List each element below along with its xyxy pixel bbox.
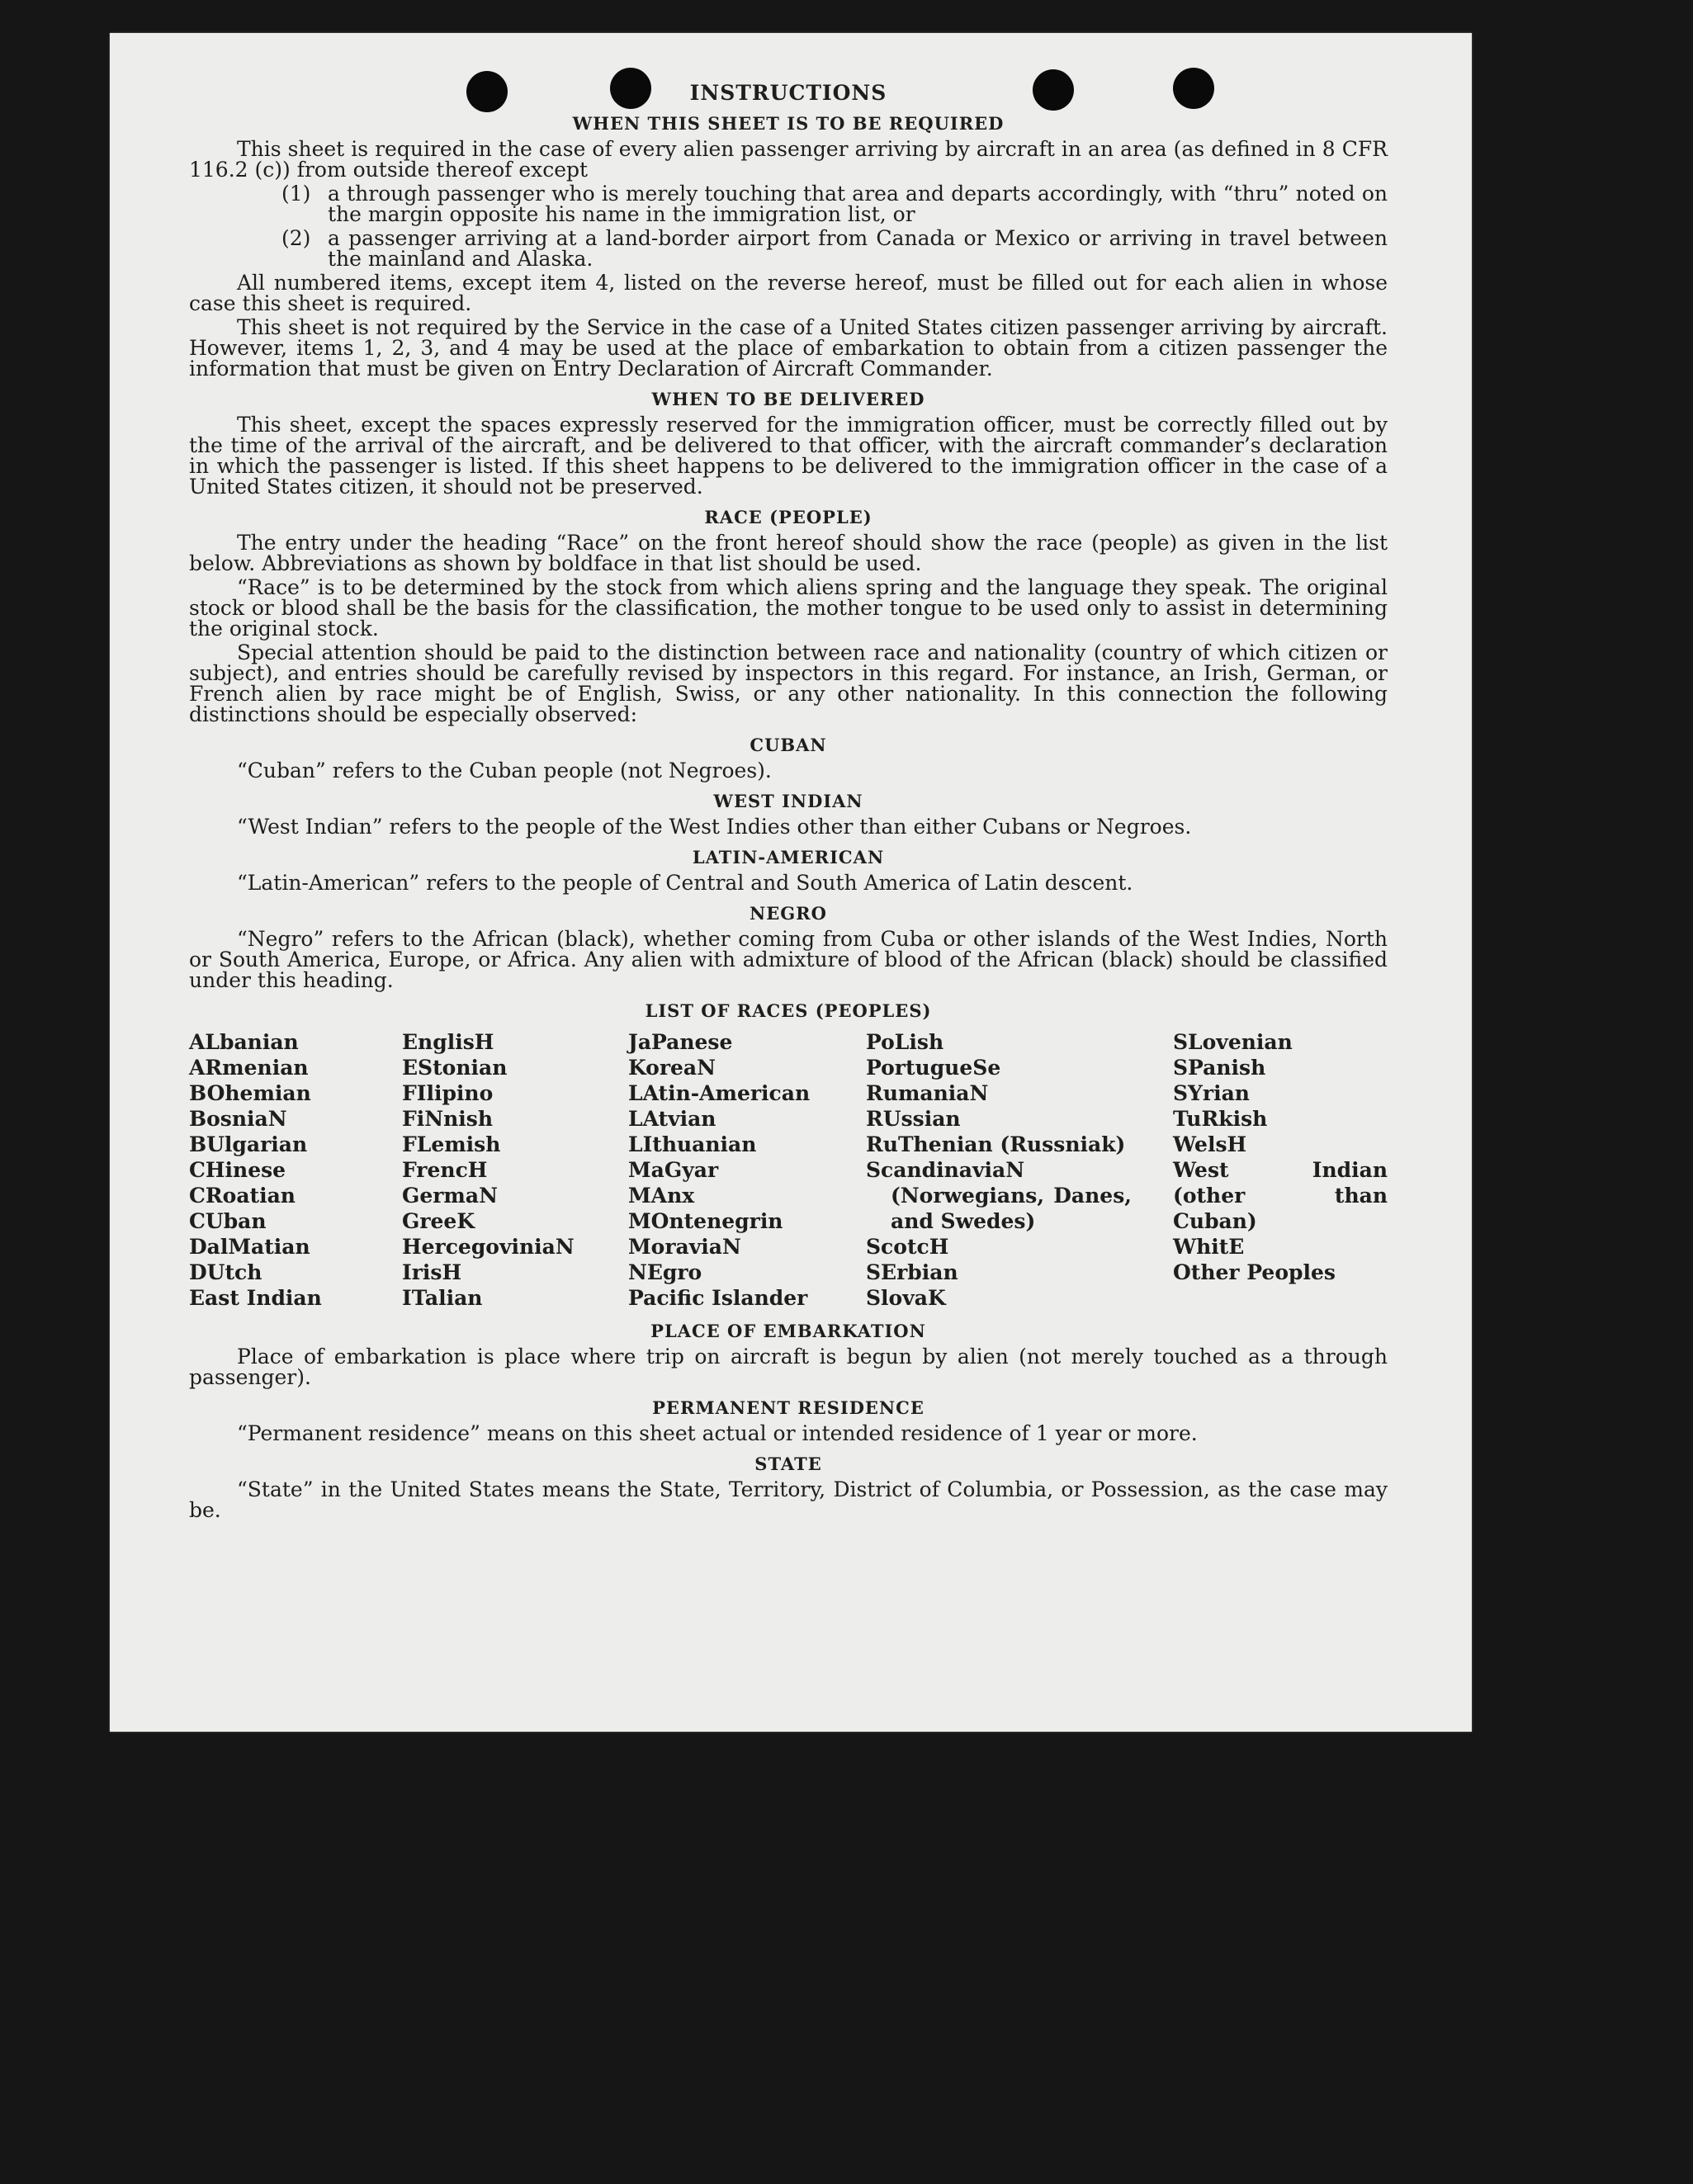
paragraph: “West Indian” refers to the people of the West Indies other than either Cubans or Negroes. — [237, 815, 1192, 839]
race-entries: ALbanian ARmenian BOhemian BosniaN BUlgarian CHinese CRoatian CUban DalMatian DUtch East Indian — [189, 1030, 322, 1310]
paragraph: “Latin-American” refers to the people of Central and South America of Latin descent. — [237, 871, 1133, 895]
heading-list-of-races: LIST OF RACES (PEOPLES) — [645, 1000, 932, 1021]
race-entries: ScotcH SErbian SlovaK — [866, 1235, 958, 1310]
race-entry-scandinavian: ScandinaviaN (Norwegians, Danes, and Swedes) — [866, 1158, 1132, 1233]
paragraph: This sheet, except the spaces expressly reserved for the immigration officer, must be correctly filled out by the time of the arrival of the aircraft, and be delivered to that officer, with the aircraft commander’s declaration in which the passenger is listed. If this sheet happens to be delivered to the immigration officer in the case of a United States citizen, it should not be preserved. — [189, 413, 1388, 499]
race-entries: SLovenian SPanish SYrian TuRkish WelsH — [1173, 1030, 1293, 1156]
races-column — [866, 1029, 1132, 1311]
item-number: (1) — [281, 182, 311, 206]
heading-west-indian: WEST INDIAN — [713, 791, 863, 811]
race-entries: WhitE Other Peoples — [1173, 1235, 1336, 1284]
list-item — [281, 228, 1388, 269]
race-entries: JaPanese KoreaN LAtin-American LAtvian LIthuanian MaGyar MAnx MOntenegrin MoraviaN NEgro Pacific Islander — [628, 1030, 811, 1310]
paragraph: This sheet is not required by the Service in the case of a United States citizen passenger arriving by aircraft. However, items 1, 2, 3, and 4 may be used at the place of embarkation to obtain from a citizen passenger the information that must be given on Entry Declaration of Aircraft Commander. — [189, 315, 1388, 381]
races-column — [402, 1029, 628, 1311]
instructions-text — [189, 83, 1388, 1524]
paragraph: This sheet is required in the case of every alien passenger arriving by aircraft in an area (as defined in 8 CFR 116.2 (c)) from outside thereof except — [189, 137, 1388, 182]
page-title: INSTRUCTIONS — [689, 81, 887, 105]
races-column — [1173, 1029, 1388, 1311]
race-entry-west-indian: West Indian (other than Cuban) — [1173, 1158, 1388, 1233]
heading-embarkation: PLACE OF EMBARKATION — [650, 1321, 926, 1341]
heading-state: STATE — [754, 1454, 822, 1474]
heading-permanent-residence: PERMANENT RESIDENCE — [652, 1397, 925, 1418]
item-text: a passenger arriving at a land-border airport from Canada or Mexico or arriving in travel between the mainland and Alaska. — [328, 226, 1388, 271]
races-column — [189, 1029, 402, 1311]
races-list — [189, 1029, 1388, 1311]
heading-latin-american: LATIN-AMERICAN — [692, 847, 885, 867]
heading-race: RACE (PEOPLE) — [704, 507, 873, 527]
heading-required: WHEN THIS SHEET IS TO BE REQUIRED — [572, 113, 1005, 134]
item-number: (2) — [281, 226, 311, 250]
paragraph: The entry under the heading “Race” on the front hereof should show the race (people) as given in the list below. Abbreviations as shown by boldface in that list should be used. — [189, 531, 1388, 575]
heading-cuban: CUBAN — [750, 735, 827, 755]
paragraph: “Negro” refers to the African (black), whether coming from Cuba or other islands of the West Indies, North or South America, Europe, or Africa. Any alien with admixture of blood of the African (black) should be classified under this heading. — [189, 927, 1388, 992]
races-column — [628, 1029, 866, 1311]
paragraph: “Cuban” refers to the Cuban people (not Negroes). — [237, 759, 772, 782]
paragraph: “Permanent residence” means on this sheet actual or intended residence of 1 year or more. — [237, 1421, 1198, 1445]
item-text: a through passenger who is merely touching that area and departs accordingly, with “thru” noted on the margin opposite his name in the immigration list, or — [328, 182, 1388, 226]
list-item — [281, 183, 1388, 225]
race-entries: PoLish PortugueSe RumaniaN RUssian RuThenian (Russniak) — [866, 1030, 1126, 1156]
race-entries: EnglisH EStonian FIlipino FiNnish FLemish FrencH GermaN GreeK HercegoviniaN IrisH ITalian — [402, 1030, 575, 1310]
paragraph: Special attention should be paid to the distinction between race and nationality (country of which citizen or subject), and entries should be carefully revised by inspectors in this regard. For instance, an Irish, German, or French alien by race might be of English, Swiss, or any other nationality. In this connection the following distinctions should be especially observed: — [189, 641, 1388, 726]
paragraph: “State” in the United States means the State, Territory, District of Columbia, or Possession, as the case may be. — [189, 1477, 1388, 1522]
heading-delivered: WHEN TO BE DELIVERED — [651, 389, 925, 409]
paragraph: Place of embarkation is place where trip on aircraft is begun by alien (not merely touched as a through passenger). — [189, 1345, 1388, 1389]
paragraph: “Race” is to be determined by the stock from which aliens spring and the language they speak. The original stock or blood shall be the basis for the classification, the mother tongue to be used only to assist in determining the original stock. — [189, 575, 1388, 641]
heading-negro: NEGRO — [750, 903, 827, 924]
document-page — [110, 33, 1472, 1732]
paragraph: All numbered items, except item 4, listed on the reverse hereof, must be filled out for each alien in whose case this sheet is required. — [189, 271, 1388, 315]
